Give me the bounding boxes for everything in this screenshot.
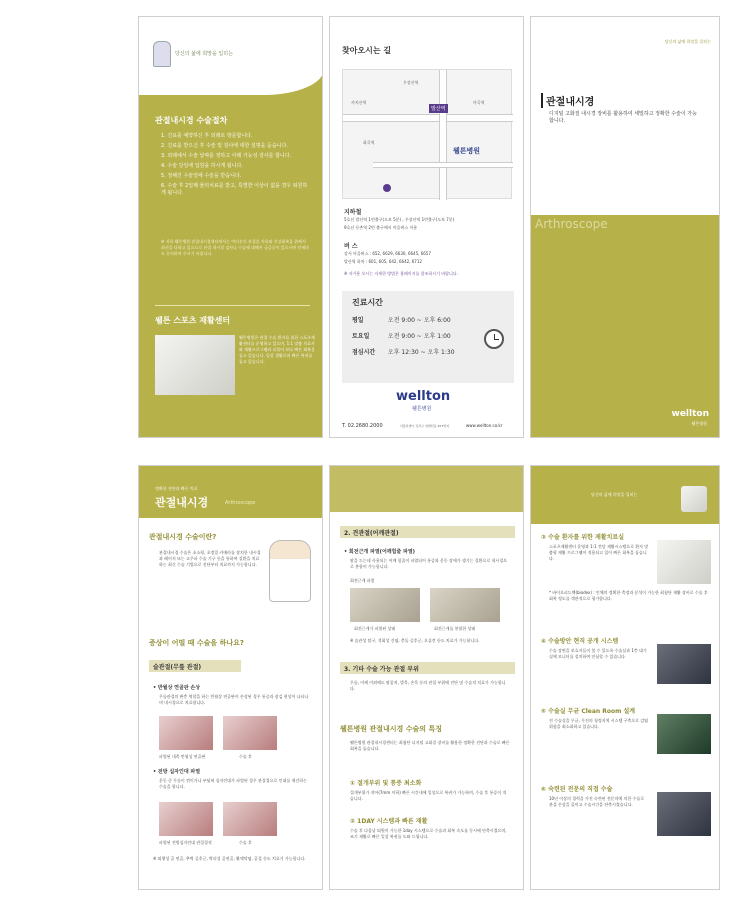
k1-title: • 반월상 연골판 손상	[153, 685, 201, 691]
panel-about	[138, 465, 323, 890]
phone: T. 02.2680.2000	[342, 423, 383, 429]
k2-caption: 파열된 전방십자인대 관절경적	[159, 840, 212, 845]
knee-tab: 슬관절(무릎 관절)	[149, 660, 241, 672]
hours-day: 점심시간	[352, 349, 376, 356]
k1-caption: 수술 후	[239, 754, 252, 759]
subway-line: 5호선 발산역 1번출구(도보 5분) , 우장산역 1번출구(도보 7분)	[344, 217, 455, 222]
map-road-v	[439, 70, 447, 200]
f2-text: 수술 후 다음날 퇴원이 가능한 1day 시스템으로 수술과 회복 속도를 동시에 단축시켰으며, 조기 재활로 빠른 일상 복귀를 도와 드립니다.	[350, 828, 507, 839]
k1-photo-2	[223, 716, 277, 750]
rehab-room-photo	[657, 540, 711, 584]
f3-title: ③ 수술 환자를 위한 재활치료실	[541, 534, 624, 541]
address: 서울특별시 강서구 내발산동 677번지	[400, 424, 450, 428]
hours-time: 오전 9:00 ~ 오후 1:00	[387, 333, 451, 340]
s2-title: 2. 견관절(어깨관절)	[340, 526, 515, 538]
rehab-text: 웰튼병원은 관절 수술 환자를 위한 스포츠재활센터를 운영하고 있으며, 1:1 맞춤 치료사와 재활프로그램과 더불어 보다 빠른 회복을 돕고 있습니다. 일상 생활로의 빠른 복귀를 돕고 있습니다.	[239, 335, 315, 364]
feature-title: 웰튼병원 관절내시경 수술의 특징	[340, 725, 442, 733]
map-hospital-logo: 웰튼병원	[453, 147, 481, 155]
map	[342, 69, 512, 199]
f4-title: ④ 수술방안 현직 공개 시스템	[541, 638, 619, 645]
q1-text: 관절내시경 수술은 초소형, 초정밀 카메라를 장치한 내시경과 레이저 또는 고주파 수술 기구 등을 통하여 질환을 치료하는 최신 수술 기법으로 진단부터 치료까지 가능합니다.	[159, 550, 261, 567]
f5-title: ⑤ 수술실 무균 Clean Room 설계	[541, 708, 636, 715]
k1-text: 무릎관절의 완충 역할을 하는 반월상 연골판이 손상된 경우 통증과 잠김 현상이 나타나며 내시경으로 치료합니다.	[159, 694, 309, 705]
map-road-h	[343, 114, 513, 122]
doctor-illustration	[269, 540, 311, 602]
q2-title: 증상이 어떨 때 수술을 하나요?	[149, 639, 244, 647]
s2-cap-title: 회전근개 파열	[350, 578, 375, 583]
people-illustration	[153, 41, 171, 67]
procedure-note: ※ 저희 웰튼병원 관절내시경센터에서는 여러분의 관절을 치유와 건강회복을 위해서 최선을 다하고 있으므로 관절 내시경 검사나 수술에 대해서 궁금증이 있으시면 언제라도 문의하여 주시기 바랍니다.	[161, 239, 309, 256]
subway-line: 9호선 등촌역 2번 출구에서 마을버스 이용	[344, 225, 418, 230]
clean-room-photo	[657, 714, 711, 754]
cover-desc: 디지털 고화질 내시경 장비를 활용하여 세밀하고 정확한 수술이 가능합니다.	[549, 111, 697, 124]
hours-row	[352, 347, 455, 356]
shoulder-photo-1	[350, 588, 420, 622]
map-label: 우장산역	[403, 80, 419, 85]
step: 1. 진료를 예약하신 후 외래로 방문합니다.	[161, 133, 253, 139]
header-photo	[681, 486, 707, 512]
section-title: 관절내시경 수술절차	[155, 116, 228, 125]
k2-text: 운동 중 무릎이 꺾이거나 부딪혀 십자인대가 파열된 경우 관절경으로 인대를 재건하는 수술을 합니다.	[159, 778, 307, 789]
hours-row	[352, 331, 451, 340]
step: 6. 수술 후 2일째 물리치료를 받고, 특별한 이상이 없을 경우 퇴원하게 됩니다.	[161, 183, 308, 196]
f1-title: ① 절개부위 및 통증 최소화	[350, 780, 422, 787]
f4-text: 수술 장면을 보호자들이 볼 수 있도록 수술실과 1층 대기실에 모니터를 설치하여 안심할 수 있습니다.	[549, 648, 647, 659]
map-label: 발산역	[431, 106, 446, 112]
rehab-title: 웰튼 스포츠 재활센터	[155, 316, 231, 325]
f5-text: 전 수술실을 무균, 무진의 청정지역 시스템 구축으로 감염 위험을 최소화하고 있습니다.	[549, 718, 649, 729]
shoulder-header	[330, 466, 524, 512]
map-label: 마곡역	[473, 100, 485, 105]
slogan-text: 당신의 삶에 희망을 입히는	[175, 51, 233, 57]
hours-box	[342, 291, 514, 383]
knee-note: ※ 퇴행성 골 연골, 추벽 증후군, 박리성 골연골, 활액막염, 골절 등도 치료가 가능합니다.	[153, 856, 306, 861]
k2-photo-2	[223, 802, 277, 836]
subway-title: 지하철	[344, 209, 362, 216]
s2a-title: • 회전근개 파열(어깨힘줄 파열)	[344, 549, 415, 555]
cover-slogan: 당신의 삶에 희망을 입히는	[664, 39, 711, 44]
k1-caption: 파열된 내측 반월상 연골판	[159, 754, 206, 759]
map-bottom-note	[383, 184, 391, 192]
f2-title: ② 1DAY 시스템과 빠른 재활	[350, 818, 428, 825]
k2-caption: 수술 후	[239, 840, 252, 845]
about-subtitle: Arthroscope	[225, 500, 256, 506]
hours-time: 오전 9:00 ~ 오후 6:00	[387, 317, 451, 324]
bus-title: 버 스	[344, 243, 358, 250]
rehab-photo	[155, 335, 235, 395]
hours-row	[352, 315, 451, 324]
shoulder-photo-2	[430, 588, 500, 622]
bus-note: ※ 자가용 오시는 자세한 방법은 홈페이지를 참조하시기 바랍니다.	[344, 271, 458, 276]
f3-note: * 바이오피드백(biodex) : 인체의 정확한 측정과 분석이 가능한 최첨단 재활 장비로 수술 후 회복 정도를 객관적으로 평가합니다.	[549, 590, 708, 601]
panel-procedure	[138, 16, 323, 438]
surgery-photo	[657, 792, 711, 836]
f3-text: 스포츠재활센터 운영과 1:1 전담 재활시스템으로 환자 맞춤형 재활 프로그램이 적용되고 있어 빠른 회복을 돕습니다.	[549, 544, 649, 561]
divider	[155, 305, 310, 306]
f1-text: 절개부위가 작아(7mm 이하) 빠른 시간내에 일상으로 복귀가 가능하며, 수술 후 통증이 적습니다.	[350, 790, 507, 801]
hours-title: 진료시간	[352, 298, 383, 307]
q1-title: 관절내시경 수술이란?	[149, 533, 217, 541]
panel-cover	[530, 16, 720, 438]
features-slogan: 당신의 삶에 희망을 입히는	[591, 492, 638, 497]
f6-text: 10년 이상의 경력을 가진 숙련된 전문의에 의한 수술로 관절 손상을 줄이고 수술시간을 단축시켰습니다.	[549, 796, 645, 807]
website: www.wellton.co.kr	[466, 423, 503, 428]
steps-list	[161, 133, 311, 197]
map-label: 화곡역	[363, 140, 375, 145]
panel-features	[530, 465, 720, 890]
hours-day: 토요일	[352, 333, 370, 340]
s3-title: 3. 기타 수술 가능 관절 부위	[340, 662, 515, 674]
step: 5. 정해진 수술일에 수술을 받습니다.	[161, 173, 242, 179]
step: 2. 진료를 받으신 후 수술 및 검사에 대한 설명을 듣습니다.	[161, 143, 288, 149]
about-kicker: 정확한 진단과 빠른 치료	[155, 486, 198, 491]
s3-text: 무릎, 어깨 이외에도 팔꿈치, 발목, 손목 등의 관절 부위에 진단 및 수술적 치료가 가능합니다.	[350, 680, 506, 691]
cover-logo-ko: 웰튼병원	[691, 421, 707, 426]
directions-title: 찾아오시는 길	[342, 46, 392, 55]
s2-note: ※ 습관성 탈구, 석회성 건염, 충돌 증후군, 오십견 등도 치료가 가능합니다.	[350, 638, 480, 643]
logo-en: wellton	[396, 389, 451, 404]
hours-time: 오후 12:30 ~ 오후 1:30	[387, 349, 455, 356]
k2-title: • 전방 십자인대 파열	[153, 769, 201, 775]
step: 4. 수술 당일에 입원을 하시게 됩니다.	[161, 163, 243, 169]
monitor-photo	[657, 644, 711, 684]
s2-caption: 회전근개를 봉합한 상태	[434, 626, 476, 631]
k1-photo-1	[159, 716, 213, 750]
bus-line: 발산역 하차 : 601, 605, 642, 6642, 6712	[344, 259, 422, 264]
map-label: 까치산역	[351, 100, 367, 105]
panel-directions	[329, 16, 524, 438]
s2a-text: 팔을 드는데 사용되는 어깨 힘줄이 파열되어 통증과 운동 장애가 생기는 질환으로 내시경으로 봉합이 가능합니다.	[350, 558, 507, 569]
clock-icon	[484, 329, 504, 349]
logo-ko: 웰튼병원	[412, 406, 432, 412]
feature-text: 웰튼병원 관절내시경센터는 최첨단 디지털 고화질 장비를 활용한 정확한 진단과 수술로 빠른 회복을 돕습니다.	[350, 740, 510, 751]
cover-band	[531, 215, 720, 438]
map-road-h2	[373, 162, 513, 168]
panel-shoulder	[329, 465, 524, 890]
step: 3. 외래에서 수술 날짜를 정하고 아래 가능성 검사를 합니다.	[161, 153, 292, 159]
cover-title: 관절내시경	[541, 93, 594, 108]
about-title: 관절내시경	[155, 496, 209, 509]
bus-line: 강서 마을버스 : 652, 6629, 6630, 6645, 6657	[344, 251, 431, 256]
f6-title: ⑥ 숙련된 전문의 직접 수술	[541, 786, 613, 793]
cover-arthro: Arthroscope	[535, 217, 608, 231]
about-header	[139, 466, 323, 518]
k2-photo-1	[159, 802, 213, 836]
cover-logo-en: wellton	[671, 409, 709, 419]
hours-day: 평일	[352, 317, 364, 324]
s2-caption: 회전근개가 파열된 상태	[354, 626, 396, 631]
